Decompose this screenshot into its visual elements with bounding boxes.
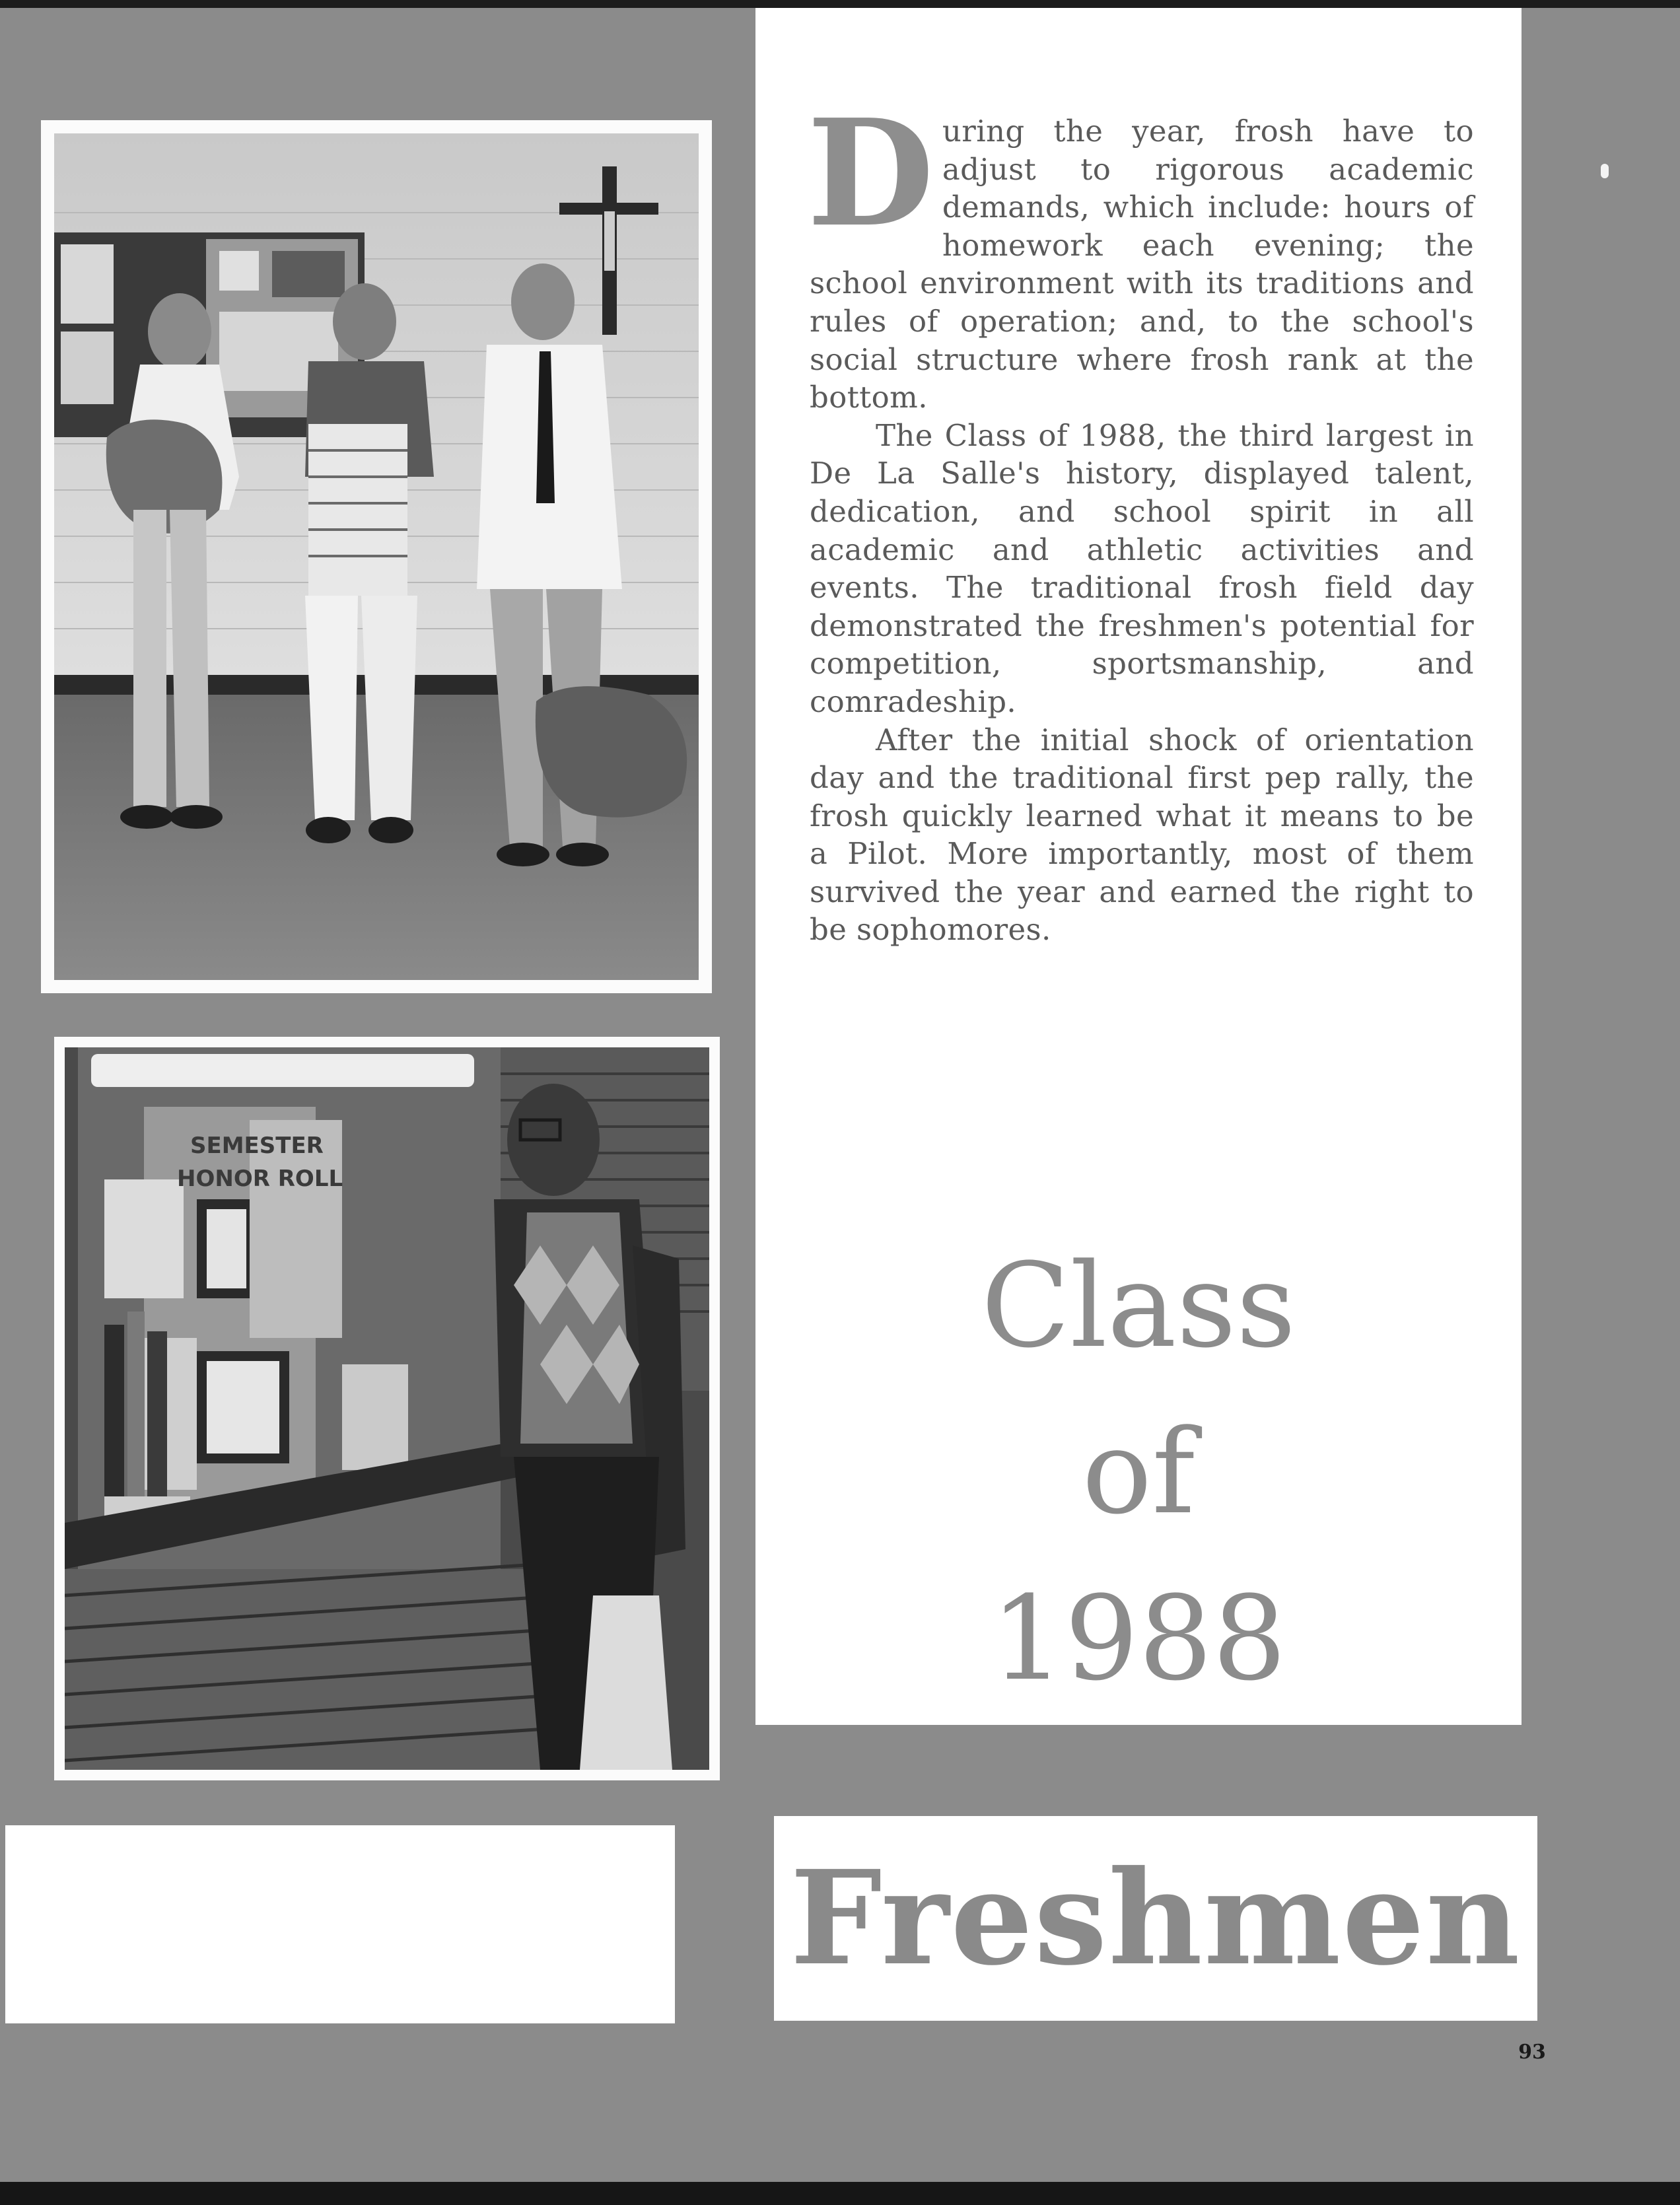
section-title-box — [774, 1816, 1537, 2021]
page-top-edge — [0, 0, 1680, 8]
page-bottom-edge — [0, 2182, 1680, 2205]
headline-line-1: Class — [981, 1238, 1296, 1374]
photo-three-freshmen — [41, 120, 712, 993]
article-paragraph-2: The Class of 1988, the third largest in De La Salle's history, displayed talent, dedication, and school spirit in all academic and athletic activities and events. The traditional frosh field day demonstrated the freshmen's potential for competition, sportsmanship, and comradeship. — [810, 417, 1474, 719]
semester-sign-line1: SEMESTER — [190, 1133, 324, 1159]
article-panel — [755, 8, 1522, 1725]
semester-sign-line2: HONOR ROLL — [177, 1166, 343, 1192]
article-body — [807, 88, 1474, 949]
print-speck — [1601, 164, 1609, 178]
photo-honor-roll-display-image — [65, 1047, 709, 1770]
class-of-1988-headline — [755, 1223, 1522, 1722]
headline-line-2: of — [1082, 1405, 1195, 1540]
page-number: 93 — [1518, 2041, 1546, 2064]
blank-caption-box — [5, 1825, 675, 2023]
drop-cap: D — [807, 88, 934, 260]
article-paragraph-3: After the initial shock of orientation day and the traditional first pep rally, the frosh quickly learned what it means to be a Pilot. More importantly, most of them survived the year and earned the right to be sophomores. — [810, 722, 1474, 948]
article-paragraph-1-text: uring the year, frosh have to adjust to rigorous academic demands, which include: hours of homework each evening; the school environment with its traditions and rules of operation; and, to the school's social structure where frosh rank at the bottom. — [810, 114, 1474, 415]
article-paragraph-1 — [807, 88, 1474, 417]
section-title: Freshmen — [790, 1842, 1522, 1994]
photo-three-freshmen-image — [54, 133, 699, 980]
photo-honor-roll-display — [54, 1037, 720, 1780]
headline-line-3: 1988 — [991, 1571, 1286, 1706]
